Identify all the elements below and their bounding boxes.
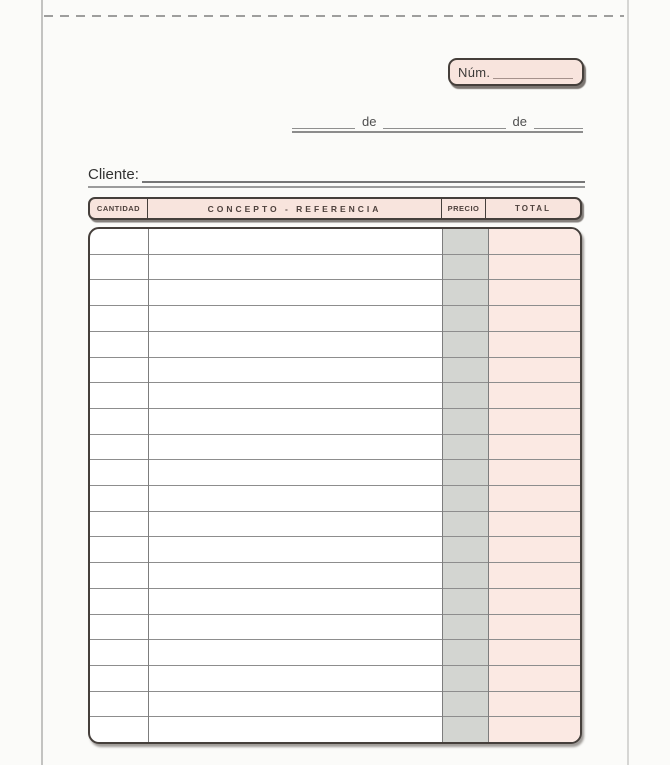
num-label: Núm.: [458, 64, 491, 80]
table-row: [90, 615, 580, 641]
table-row: [90, 306, 580, 332]
header-precio: PRECIO: [442, 199, 486, 218]
table-header: [88, 197, 582, 220]
table-row: [90, 280, 580, 306]
client-row: [88, 164, 585, 183]
date-blank-month: [383, 110, 505, 129]
table-row: [90, 383, 580, 409]
header-total: TOTAL: [515, 204, 551, 213]
date-blank-day: [292, 110, 355, 129]
table-row: [90, 537, 580, 563]
table-row: [90, 358, 580, 384]
table-row: [90, 589, 580, 615]
num-box: [448, 58, 584, 86]
table-row: [90, 409, 580, 435]
table-row: [90, 640, 580, 666]
page-left-edge: [41, 0, 43, 765]
date-separator-2: de: [512, 113, 527, 129]
table-row: [90, 512, 580, 538]
date-blank-year: [534, 110, 583, 129]
table-row: [90, 486, 580, 512]
table-row: [90, 717, 580, 742]
table-row: [90, 435, 580, 461]
table-row: [90, 229, 580, 255]
table-body: [88, 227, 582, 744]
client-fill-line: [142, 164, 585, 183]
total-column-divider: [488, 229, 489, 742]
num-fill-line: [493, 65, 573, 80]
date-row: [292, 110, 583, 129]
header-concepto-referencia: CONCEPTO - REFERENCIA: [148, 199, 442, 218]
table-rows: [90, 229, 580, 742]
page-right-edge: [627, 0, 629, 765]
table-row: [90, 692, 580, 718]
date-separator-1: de: [362, 113, 377, 129]
table-row: [90, 666, 580, 692]
header-cantidad: CANTIDAD: [90, 199, 148, 218]
table-row: [90, 332, 580, 358]
client-underline-rule: [88, 186, 585, 188]
cantidad-column-divider: [148, 229, 149, 742]
perforation-dashed-line: [44, 15, 624, 17]
table-row: [90, 460, 580, 486]
table-row: [90, 563, 580, 589]
table-row: [90, 255, 580, 281]
date-underline-rule: [292, 131, 583, 133]
client-label: Cliente:: [88, 166, 139, 184]
precio-column-divider: [442, 229, 443, 742]
